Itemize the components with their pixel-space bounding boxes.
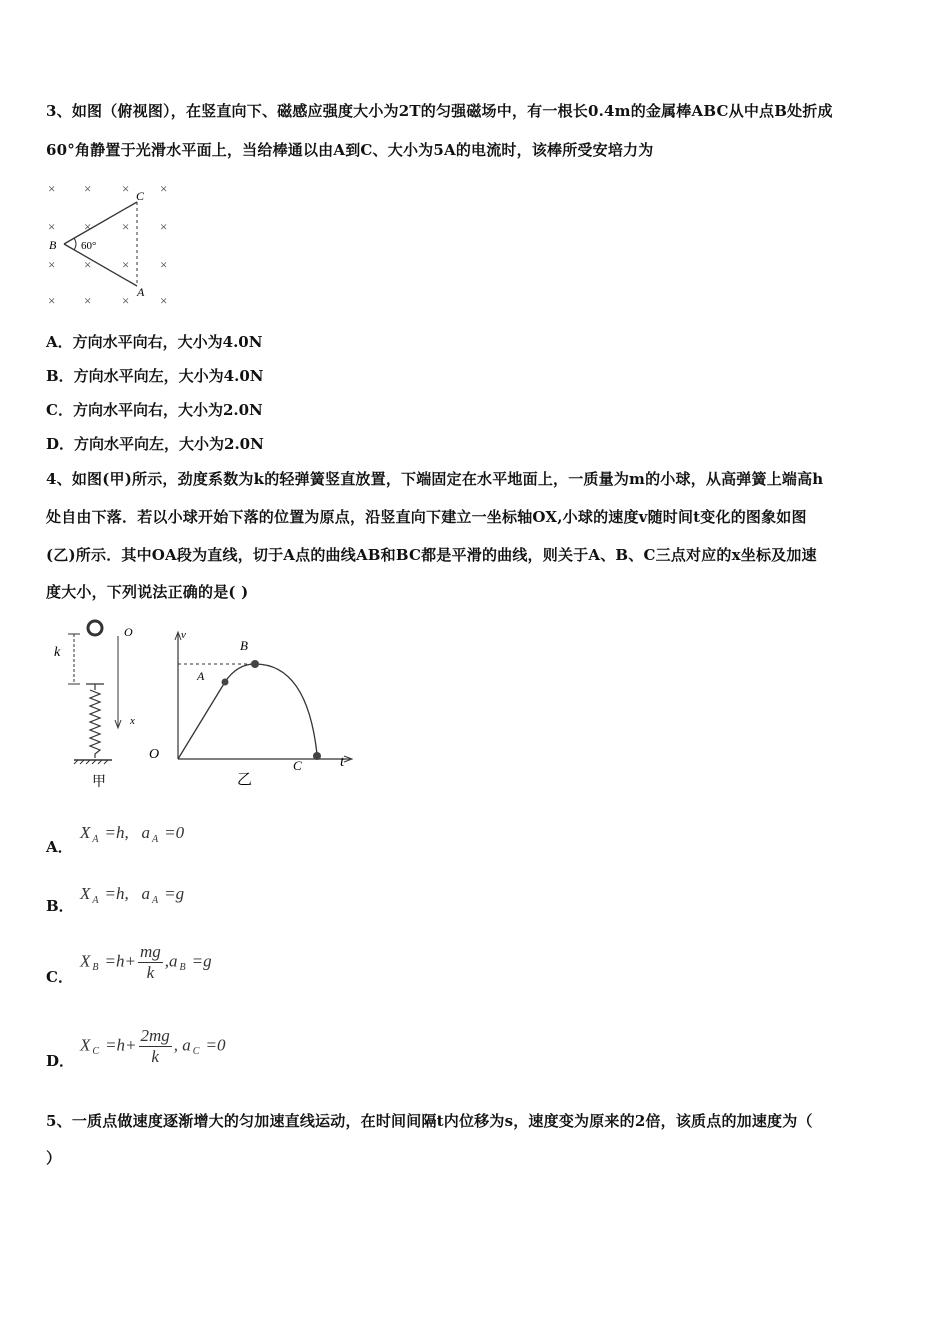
subscript: C [192,1046,200,1058]
equals-h: =h, [104,884,129,903]
label-o: O [124,625,133,639]
q4-option-b-formula [80,884,184,904]
equals-value: =0 [205,1035,226,1055]
subscript: B [179,962,186,974]
q4-option-c-formula [80,942,212,983]
symbol-x: X [80,823,91,842]
label-v: v [181,629,186,641]
label-t: t [340,754,345,770]
cross-mark: × [48,219,56,234]
q5-text-line2: ） [46,1149,62,1167]
symbol-a: ,a [164,951,178,971]
fraction [138,942,163,983]
label-c: C [136,189,145,203]
point-a [222,679,229,686]
point-c [313,752,321,760]
equals-value: =g [191,951,212,971]
cross-mark: × [122,257,130,272]
equals-h-plus: =h+ [104,951,136,971]
point-b [251,660,259,668]
spring [86,684,104,758]
q3-option-c[interactable]: C．方向水平向右，大小为2.0N [46,401,263,419]
label-c: C [293,758,302,773]
label-k: k [54,645,61,660]
q3-magnetic-field-figure [40,176,180,311]
q4-option-d-label[interactable]: D． [46,1052,75,1070]
cross-mark: × [160,219,168,234]
subscript: B [92,962,99,974]
q4-option-c-label[interactable]: C． [46,968,73,986]
subscript: A [151,895,159,906]
q5-text-line1: 5、一质点做速度逐渐增大的匀加速直线运动，在时间间隔t内位移为s，速度变为原来的2倍，该质点的加速度为（ [46,1112,813,1130]
angle-arc [74,238,76,250]
denominator: k [151,1047,159,1066]
symbol-x: X [80,884,91,903]
q4-option-a-label[interactable]: A． [46,838,73,856]
cross-mark: × [122,293,130,308]
q4-option-a-formula [80,823,184,843]
q4-figure-jia [48,616,158,791]
label-a: A [197,669,205,683]
denominator: k [146,963,155,982]
label-origin: O [149,747,160,762]
subscript: A [92,834,99,845]
cross-mark: × [48,257,56,272]
cross-mark: × [84,257,92,272]
subscript: C [92,1046,100,1058]
symbol-a: a [141,823,150,842]
label-angle: 60° [81,240,97,252]
cross-mark: × [84,293,92,308]
symbol-a: a [141,884,150,903]
label-a: A [137,285,145,299]
fraction [139,1026,172,1067]
numerator: mg [139,942,161,961]
symbol-x: X [80,951,91,971]
equals-h-plus: =h+ [105,1035,137,1055]
q3-option-d[interactable]: D．方向水平向左，大小为2.0N [46,435,264,453]
subscript: A [151,834,159,845]
numerator: 2mg [140,1026,170,1045]
equals-h: =h, [104,823,129,842]
subscript: A [92,895,99,906]
q3-text-line1: 3、如图（俯视图），在竖直向下、磁感应强度大小为2T的匀强磁场中，有一根长0.4m的金属棒ABC从中点B处折成 [46,102,833,120]
q3-option-b[interactable]: B．方向水平向左，大小为4.0N [46,367,264,385]
cross-mark: × [48,293,56,308]
label-b: B [49,238,57,252]
cross-mark: × [48,181,56,196]
q3-text-line2: 60°角静置于光滑水平面上，当给棒通以由A到C、大小为5A的电流时，该棒所受安培力为 [46,141,654,159]
symbol-x: X [80,1035,91,1055]
label-yi: 乙 [237,772,253,788]
cross-mark: × [160,293,168,308]
cross-mark: × [122,181,130,196]
q4-figure-yi [145,624,360,789]
equals-value: =0 [164,823,185,842]
q4-option-b-label[interactable]: B． [46,897,74,915]
q4-text-line2: 处自由下落．若以小球开始下落的位置为原点，沿竖直向下建立一坐标轴OX,小球的速度v随时间t变化的图象如图 [46,508,807,526]
label-b: B [240,638,248,653]
equals-value: =g [164,884,185,903]
cross-mark: × [122,219,130,234]
symbol-a: , a [173,1035,191,1055]
q4-option-d-formula [80,1026,225,1067]
label-x: x [130,715,135,727]
label-jia: 甲 [92,775,106,790]
q4-text-line4: 度大小，下列说法正确的是( ) [46,583,249,601]
cross-mark: × [84,219,92,234]
cross-mark: × [84,181,92,196]
q4-text-line3: (乙)所示．其中OA段为直线，切于A点的曲线AB和BC都是平滑的曲线，则关于A、B、C三点对应的x坐标及加速 [46,546,817,564]
q3-option-a[interactable]: A．方向水平向右，大小为4.0N [46,333,263,351]
ball [88,621,102,635]
cross-mark: × [160,181,168,196]
q4-text-line1: 4、如图(甲)所示，劲度系数为k的轻弹簧竖直放置，下端固定在水平地面上，一质量为m的小球，从高弹簧上端高h [46,470,824,488]
cross-mark: × [160,257,168,272]
